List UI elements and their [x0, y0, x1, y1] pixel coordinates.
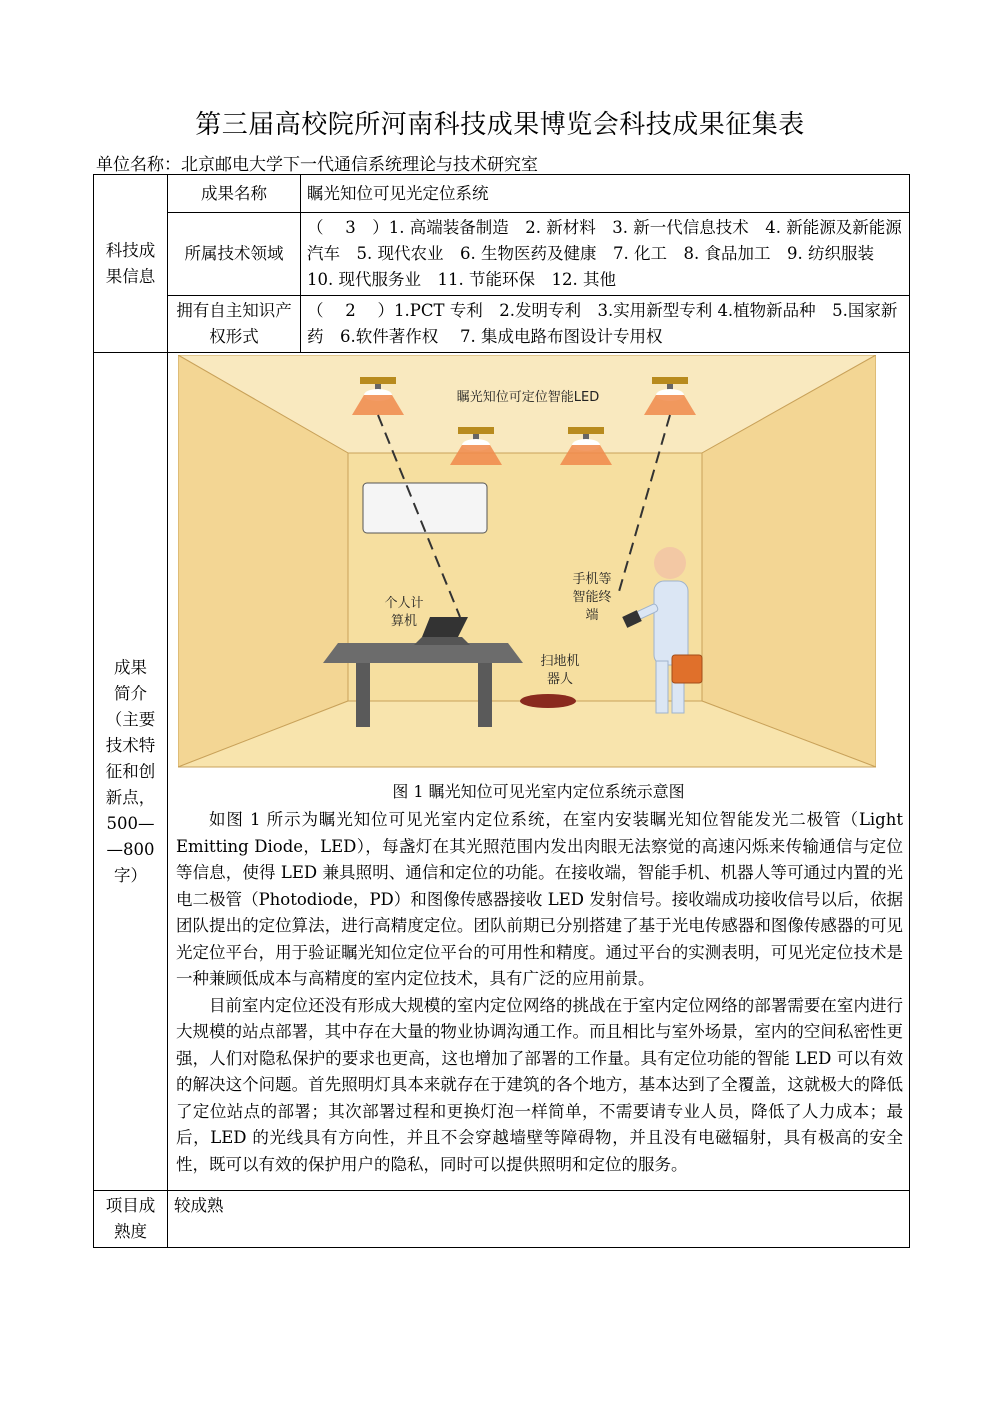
section-info-label: 科技成果信息: [94, 175, 168, 353]
section-intro-line: 简介: [114, 683, 147, 703]
section-intro-line: 字）: [114, 865, 147, 885]
section-intro-line: 500—: [106, 813, 155, 833]
page-title: 第三届高校院所河南科技成果博览会科技成果征集表: [195, 110, 805, 140]
ip-value: （ 2 ）1.PCT 专利 2.发明专利 3.实用新型专利 4.植物新品种 5.国家新药 6.软件著作权 7. 集成电路布图设计专用权: [301, 296, 910, 353]
desk-leg: [356, 663, 370, 727]
system-diagram: [178, 355, 876, 775]
unit-label: 单位名称：: [96, 155, 181, 175]
intro-paragraph: 目前室内定位还没有形成大规模的室内定位网络的挑战在于室内定位网络的部署需要在室内进行大规模的站点部署，其中存在大量的物业协调沟通工作。而且相比与室外场景，室内的空间私密性更强，人们对隐私保护的要求也更高，这也增加了部署的工作量。具有定位功能的智能 LED 可以有效的解决这个问题。首先照明灯具本来就存在于建筑的各个地方，基本达到了全覆盖，这就极大的降低了定位站点的部署；其次部署过程和更换灯泡一样简单，不需要请专业人员，降低了人力成本；最后，LED 的光线具有方向性，并且不会穿越墙壁等障碍物，并且没有电磁辐射，具有极高的安全性，既可以有效的保护用户的隐私，同时可以提供照明和定位的服务。: [176, 995, 903, 1174]
section-intro-line: 新点，: [105, 787, 156, 807]
name-value: 瞩光知位可见光定位系统: [301, 175, 910, 213]
section-intro-line: 征和创: [105, 761, 156, 781]
unit-name: 北京邮电大学下一代通信系统理论与技术研究室: [181, 155, 538, 175]
section-intro-lines: [100, 655, 161, 889]
laptop-base: [414, 637, 470, 645]
section-intro-line: （主要: [105, 709, 156, 729]
section-intro-line: —800: [106, 839, 155, 859]
robot-label: 器人: [546, 672, 574, 687]
pc-label: 个人计: [384, 596, 424, 611]
section-intro-label: [94, 353, 168, 1191]
section-intro-line: 技术特: [105, 735, 156, 755]
name-label: 成果名称: [168, 175, 301, 213]
intro-content: [168, 353, 910, 1191]
field-label: 所属技术领域: [168, 213, 301, 296]
led-label: 瞩光知位可定位智能LED: [456, 390, 600, 405]
maturity-value: 较成熟: [168, 1191, 910, 1248]
intro-paragraph: 如图 1 所示为瞩光知位可见光室内定位系统，在室内安装瞩光知位智能发光二极管（Light Emitting Diode，LED），每盏灯在其光照范围内发出肉眼无法察觉的高速闪烁来传输通信与定位等信息，使得 LED 兼具照明、通信和定位的功能。在接收端，智能手机、机器人等可通过内置的光电二极管（Photodiode，PD）和图像传感器接收 LED 发射信号。接收端成功接收信号以后，依据团队提出的定位算法，进行高精度定位。团队前期已分别搭建了基于光电传感器和图像传感器的可见光定位平台，用于验证瞩光知位定位平台的可用性和精度。通过平台的实测表明，可见光定位技术是一种兼顾低成本与高精度的室内定位技术，具有广泛的应用前景。: [176, 810, 903, 988]
pc-label: 算机: [390, 614, 418, 629]
vacuum-robot-icon: [520, 694, 576, 708]
phone-label: 智能终: [572, 590, 612, 605]
desk-leg: [478, 663, 492, 727]
unit-line: [96, 150, 538, 175]
field-value: （ 3 ）1. 高端装备制造 2. 新材料 3. 新一代信息技术 4. 新能源及新能源汽车 5. 现代农业 6. 生物医药及健康 7. 化工 8. 食品加工 9. 纺织服装 10. 现代服务业 11. 节能环保 12. 其他: [301, 213, 910, 296]
robot-label: 扫地机: [540, 654, 580, 669]
phone-label: 端: [585, 608, 599, 623]
ip-label: 拥有自主知识产权形式: [168, 296, 301, 353]
form-table: [93, 174, 910, 1248]
section-intro-line: 成果: [114, 657, 147, 677]
phone-label: 手机等: [572, 572, 612, 587]
desk-top: [323, 643, 523, 663]
section-maturity-label: 项目成熟度: [94, 1191, 168, 1248]
figure-caption: 图 1 瞩光知位可见光室内定位系统示意图: [392, 782, 685, 801]
air-conditioner: [363, 483, 487, 533]
